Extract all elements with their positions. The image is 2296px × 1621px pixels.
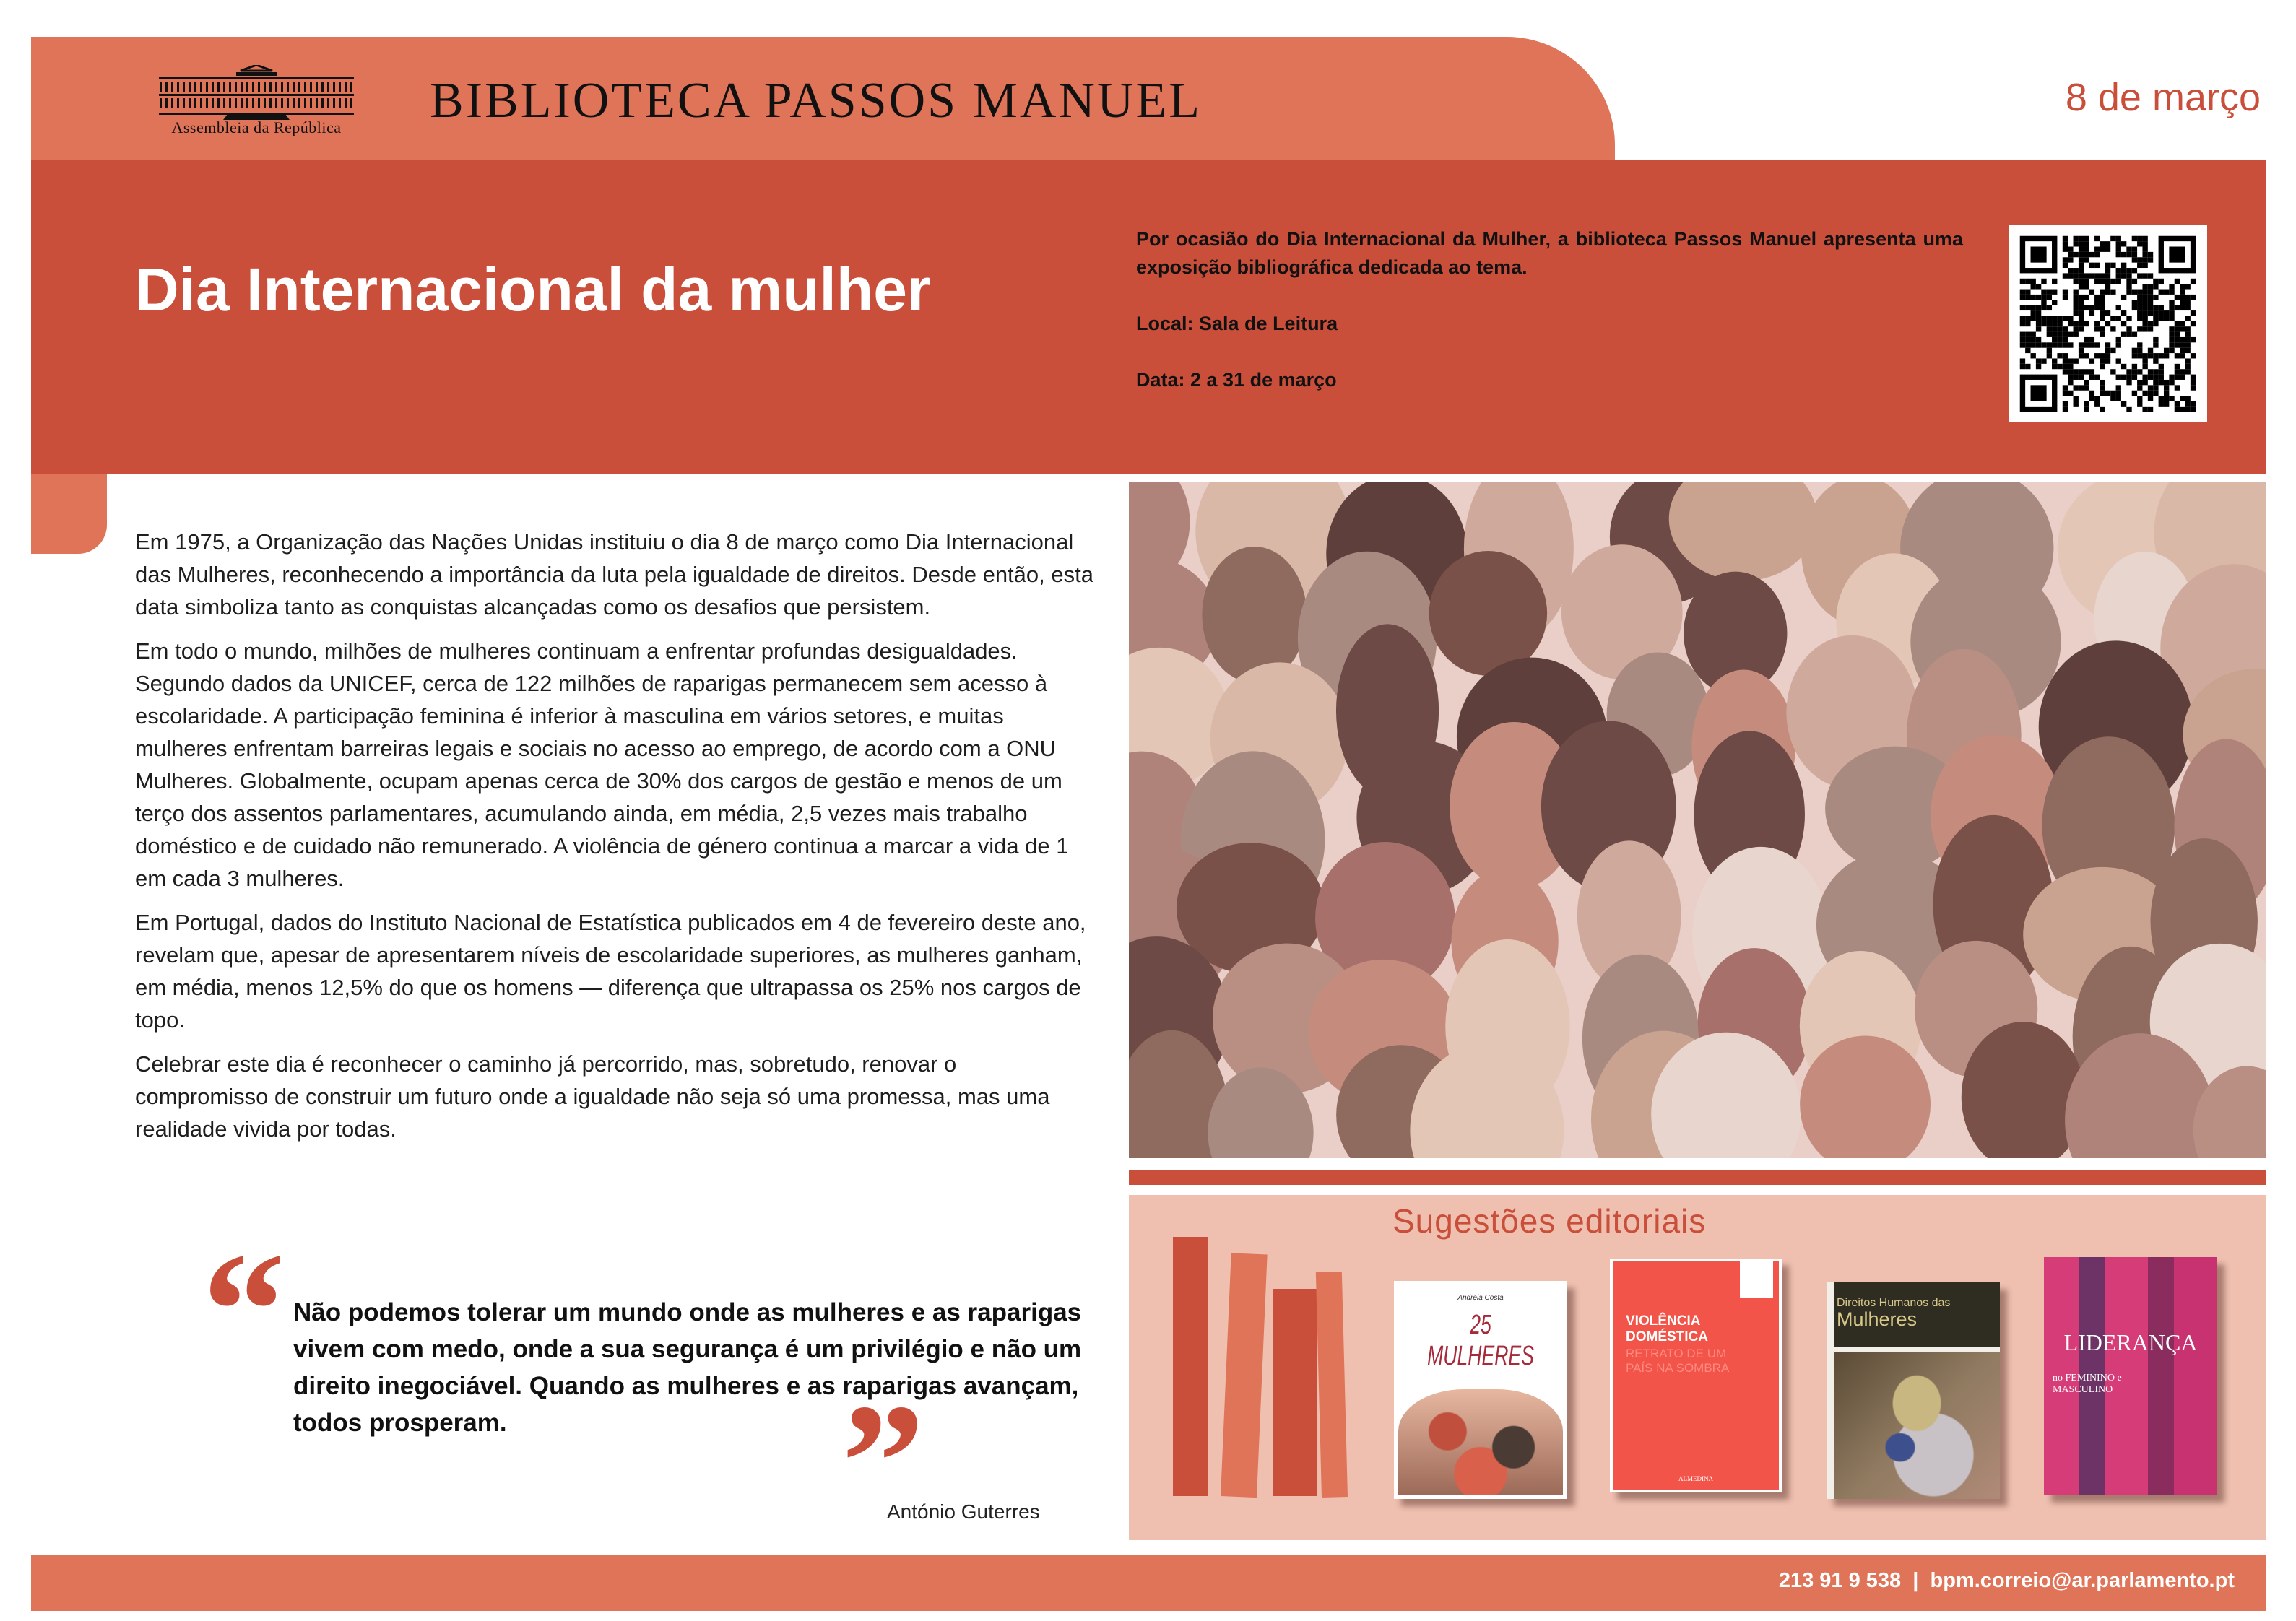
open-quote-icon: “ [202, 1218, 285, 1402]
book-subtitle: RETRATO DE UM PAÍS NA SOMBRA [1626, 1347, 1730, 1375]
book-cover-lideranca[interactable] [2044, 1257, 2217, 1495]
book-illustration [1398, 1389, 1563, 1495]
divider-bar [1129, 1170, 2266, 1185]
quote-text: Não podemos tolerar um mundo onde as mulheres e as raparigas vivem com medo, onde a sua segurança é um privilégio e não um direito inegociável. Quando as mulheres e as raparigas avançam, todos prosperam. [293, 1298, 1082, 1437]
book-spine-icon [1173, 1237, 1208, 1496]
qr-code-icon[interactable] [2009, 225, 2207, 422]
book-title: VIOLÊNCIA DOMÉSTICA [1626, 1313, 1708, 1344]
woman-profile-shape [1202, 547, 1307, 683]
book-cover-25-mulheres[interactable] [1394, 1281, 1567, 1499]
book-cover-direitos-humanos[interactable] [1827, 1282, 2000, 1499]
article-body [135, 526, 1096, 1157]
book-title-2: Mulheres [1837, 1308, 1918, 1330]
book-title: LIDERANÇA [2063, 1329, 2198, 1355]
event-date: 8 de março [2065, 76, 2261, 119]
book-spine-icon [1273, 1289, 1317, 1496]
book-title: 25 MULHERES [1427, 1310, 1534, 1371]
crest-icon [1740, 1261, 1773, 1298]
book-title: Direitos Humanos das [1837, 1297, 1951, 1309]
women-profiles-illustration [1129, 482, 2266, 1158]
contact-info: 213 91 9 538 | bpm.correio@ar.parlamento.pt [1778, 1569, 2235, 1592]
paragraph: Celebrar este dia é reconhecer o caminho já percorrido, mas, sobretudo, renovar o compromisso de construir um futuro onde a igualdade não seja só uma promessa, mas uma realidade vivida por todas. [135, 1051, 1050, 1142]
close-quote-icon: ” [841, 1370, 924, 1554]
book-painting [1834, 1352, 2000, 1499]
event-description: Por ocasião do Dia Internacional da Mulher, a biblioteca Passos Manuel apresenta uma exposição bibliográfica dedicada ao tema. [1136, 228, 1963, 278]
event-info [1136, 225, 1963, 422]
book-author: Andreia Costa [1457, 1294, 1504, 1302]
book-cover-violencia-domestica[interactable] [1610, 1259, 1782, 1492]
book-publisher: ALMEDINA [1678, 1475, 1713, 1482]
paragraph: Em Portugal, dados do Instituto Nacional de Estatística publicados em 4 de fevereiro deste ano, revelam que, apesar de apresentarem níveis de escolaridade superiores, as mulheres ganham, em média, menos 12,5% do que os homens — diferença que ultrapassa os 25% nos cargos de topo. [135, 910, 1086, 1033]
event-location: Local: Sala de Leitura [1136, 313, 1338, 334]
quote-author: António Guterres [887, 1500, 1040, 1523]
woman-profile-shape [1429, 551, 1547, 676]
book-subtitle: no FEMININO e MASCULINO [2053, 1373, 2122, 1395]
paragraph: Em 1975, a Organização das Nações Unidas instituiu o dia 8 de março como Dia Internacional das Mulheres, reconhecendo a importância da luta pela igualdade de direitos. Desde então, esta data simboliza tanto as conquistas alcançadas como os desafios que persistem. [135, 529, 1093, 620]
library-name: BIBLIOTECA PASSOS MANUEL [430, 73, 1203, 129]
assembleia-logo-text: Assembleia da República [171, 118, 342, 136]
page-title: Dia Internacional da mulher [135, 256, 931, 323]
suggestions-title: Sugestões editoriais [1392, 1202, 1707, 1240]
event-dates: Data: 2 a 31 de março [1136, 369, 1337, 391]
paragraph: Em todo o mundo, milhões de mulheres continuam a enfrentar profundas desigualdades. Segundo dados da UNICEF, cerca de 122 milhões de raparigas permanecem sem acesso à escolaridade. A participação feminina é inferior à masculina em vários setores, e muitas mulheres enfrentam barreiras legais e sociais no acesso ao emprego, de acordo com a ONU Mulheres. Globalmente, ocupam apenas cerca de 30% dos cargos de gestão e menos de um terço dos assentos parlamentares, acumulando ainda, em média, 2,5 vezes mais trabalho doméstico e de cuidado não remunerado. A violência de género continua a marcar a vida de 1 em cada 3 mulheres. [135, 638, 1069, 891]
decorative-tab [31, 474, 107, 554]
